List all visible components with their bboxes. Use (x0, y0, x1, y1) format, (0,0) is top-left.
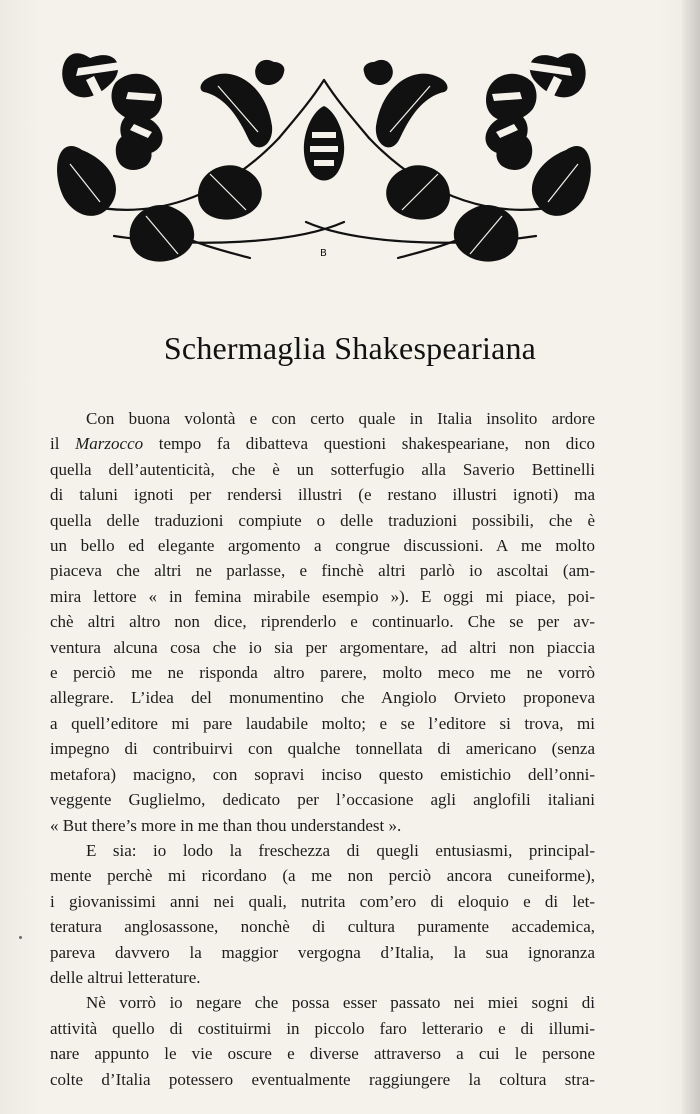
paragraph-1-line-10: ventura alcuna cosa che io sia per argomentare, ad altri non piaccia (50, 637, 595, 657)
paragraph-2-line-3: i giovanissimi anni nei quali, nutrita com’ero di eloquio e di let- (50, 891, 595, 911)
paragraph-1-line-16: veggente Guglielmo, dedicato per l’occasione agli anglofili italiani (50, 790, 595, 810)
paragraph-1-line-9: chè altri altro non dice, riprenderlo e continuarlo. Che se per av- (50, 612, 595, 632)
paragraph-1-line-6: un bello ed elegante argomento a congrue discussioni. A me molto (50, 536, 595, 556)
paragraph-2-line-2: mente perchè mi ricordano (a me non perciò ancora cuneiforme), (50, 866, 595, 886)
paragraph-1-line-17: « But there’s more in me than thou understandest ». (50, 815, 402, 835)
paragraph-2-line-4: teratura anglosassone, nonchè di cultura puramente accademica, (50, 917, 595, 937)
paragraph-1-line-12: allegrare. L’idea del monumentino che Angiolo Orvieto proponeva (50, 688, 595, 708)
page-edge-shadow (682, 0, 700, 1114)
paragraph-1-line-4: di taluni ignoti per rendersi illustri (e restano illustri ignoti) ma (50, 485, 595, 505)
paragraph-2-line-6: delle altrui letterature. (50, 967, 201, 987)
paragraph-2-line-1: E sia: io lodo la freschezza di quegli entusiasmi, principal- (86, 840, 595, 860)
page-dot-mark (19, 936, 22, 939)
paragraph-3-line-4: colte d’Italia potessero eventualmente raggiungere la coltura stra- (50, 1069, 595, 1089)
paragraph-3-line-1: Nè vorrò io negare che possa esser passato nei miei sogni di (86, 993, 595, 1013)
illustrator-monogram: B (320, 248, 327, 259)
paragraph-3-line-3: nare appunto le vie oscure e diverse attraverso a cui le persone (50, 1044, 595, 1064)
paragraph-1-line-15: metafora) macigno, con sopravi inciso questo emistichio dell’onni- (50, 764, 595, 784)
article-body (50, 406, 595, 1092)
decorative-header-illustration (44, 20, 604, 275)
paragraph-1-line-8: mira lettore « in femina mirabile esempio »). E oggi mi piace, poi- (50, 586, 595, 606)
paragraph-1-line-7: piaceva che altri ne parlasse, e finchè altri parlò io ascoltai (am- (50, 561, 595, 581)
paragraph-1-line-13: a quell’editore mi pare laudabile molto; e se l’editore si trova, mi (50, 713, 595, 733)
paragraph-1-line-5: quella delle traduzioni compiute o delle traduzioni possibili, che è (50, 510, 595, 530)
paragraph-3-line-2: attività quello di costituirmi in piccolo faro letterario e di illumi- (50, 1018, 595, 1038)
paragraph-1-line-11: e perciò me ne risponda altro parere, molto meco me ne vorrò (50, 663, 595, 683)
paragraph-2-line-5: pareva davvero la maggior vergogna d’Italia, la sua ignoranza (50, 942, 595, 962)
paragraph-1-line-14: impegno di contribuirvi con qualche tonnellata di americano (senza (50, 739, 595, 759)
page-title: Schermaglia Shakespeariana (163, 330, 537, 366)
paragraph-1-line-3: quella dell’autenticità, che è un sotterfugio alla Saverio Bettinelli (50, 459, 595, 479)
paragraph-1-line-2: il Marzocco tempo fa dibatteva questioni shakespeariane, non dico (50, 434, 595, 454)
paragraph-1-line-1: Con buona volontà e con certo quale in Italia insolito ardore (86, 409, 595, 428)
